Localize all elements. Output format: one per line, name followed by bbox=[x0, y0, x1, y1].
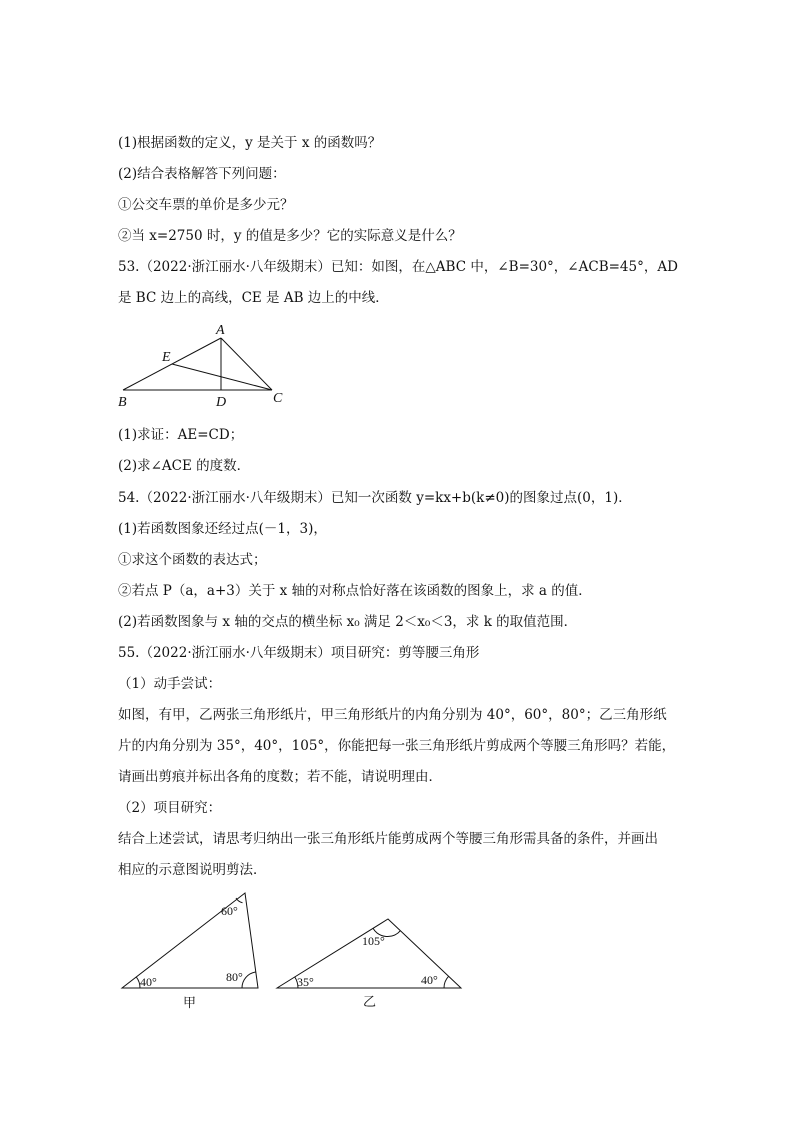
triangle-jia-name: 甲 bbox=[183, 995, 197, 1010]
angle-40-label: 40° bbox=[421, 973, 438, 987]
text-line: (1)根据函数的定义，y 是关于 x 的函数吗？ bbox=[118, 135, 382, 151]
angle-105-label: 105° bbox=[362, 934, 385, 948]
triangle-jia-figure bbox=[110, 885, 280, 1015]
text-line: ②若点 P（a，a+3）关于 x 轴的对称点恰好落在该函数的图象上，求 a 的值． bbox=[118, 583, 592, 599]
text-line: ①公交车票的单价是多少元？ bbox=[118, 197, 294, 213]
label-a: A bbox=[216, 323, 225, 338]
label-b: B bbox=[118, 395, 127, 410]
angle-40-label: 40° bbox=[140, 975, 157, 989]
label-c: C bbox=[273, 391, 283, 406]
angle-35-label: 35° bbox=[297, 975, 314, 989]
text-line: 请画出剪痕并标出各角的度数；若不能，请说明理由． bbox=[118, 769, 442, 785]
question-53-stem: 53.（2022·浙江丽水·八年级期末）已知：如图，在△ABC 中，∠B=30°，∠ACB=45°，AD bbox=[118, 259, 678, 275]
segment-ac bbox=[221, 338, 272, 390]
text-line: 如图，有甲，乙两张三角形纸片，甲三角形纸片的内角分别为 40°，60°，80°；乙三角形纸 bbox=[118, 707, 667, 723]
text-line: ①求这个函数的表达式； bbox=[118, 552, 267, 568]
text-line: (1)求证：AE=CD； bbox=[118, 427, 244, 443]
text-line: 相应的示意图说明剪法． bbox=[118, 862, 267, 878]
segment-ce bbox=[172, 364, 272, 390]
triangle-yi-name: 乙 bbox=[363, 994, 377, 1009]
angle-60-label: 60° bbox=[221, 904, 238, 918]
text-line: 是 BC 边上的高线，CE 是 AB 边上的中线． bbox=[118, 290, 389, 306]
text-line: 结合上述尝试，请思考归纳出一张三角形纸片能剪成两个等腰三角形需具备的条件，并画出 bbox=[118, 831, 658, 847]
label-e: E bbox=[162, 350, 171, 365]
triangle-abc-figure bbox=[110, 318, 310, 413]
text-line: (2)若函数图象与 x 轴的交点的横坐标 x₀ 满足 2＜x₀＜3，求 k 的取值范围． bbox=[118, 614, 578, 630]
text-line: (1)若函数图象还经过点(－1，3)， bbox=[118, 521, 327, 537]
text-line: ②当 x=2750 时，y 的值是多少？它的实际意义是什么？ bbox=[118, 228, 462, 244]
triangle-yi-figure bbox=[270, 885, 470, 1015]
label-d: D bbox=[216, 395, 227, 410]
text-line: （2）项目研究： bbox=[118, 800, 222, 816]
question-55-stem: 55.（2022·浙江丽水·八年级期末）项目研究：剪等腰三角形 bbox=[118, 645, 480, 661]
text-line: (2)结合表格解答下列问题： bbox=[118, 166, 286, 182]
text-line: （1）动手尝试： bbox=[118, 676, 222, 692]
text-line: 片的内角分别为 35°，40°，105°，你能把每一张三角形纸片剪成两个等腰三角形吗？若能， bbox=[118, 738, 676, 754]
angle-80-label: 80° bbox=[226, 970, 243, 984]
question-54-stem: 54.（2022·浙江丽水·八年级期末）已知一次函数 y=kx+b(k≠0)的图象过点(0，1)． bbox=[118, 490, 632, 506]
text-line: (2)求∠ACE 的度数． bbox=[118, 458, 251, 474]
